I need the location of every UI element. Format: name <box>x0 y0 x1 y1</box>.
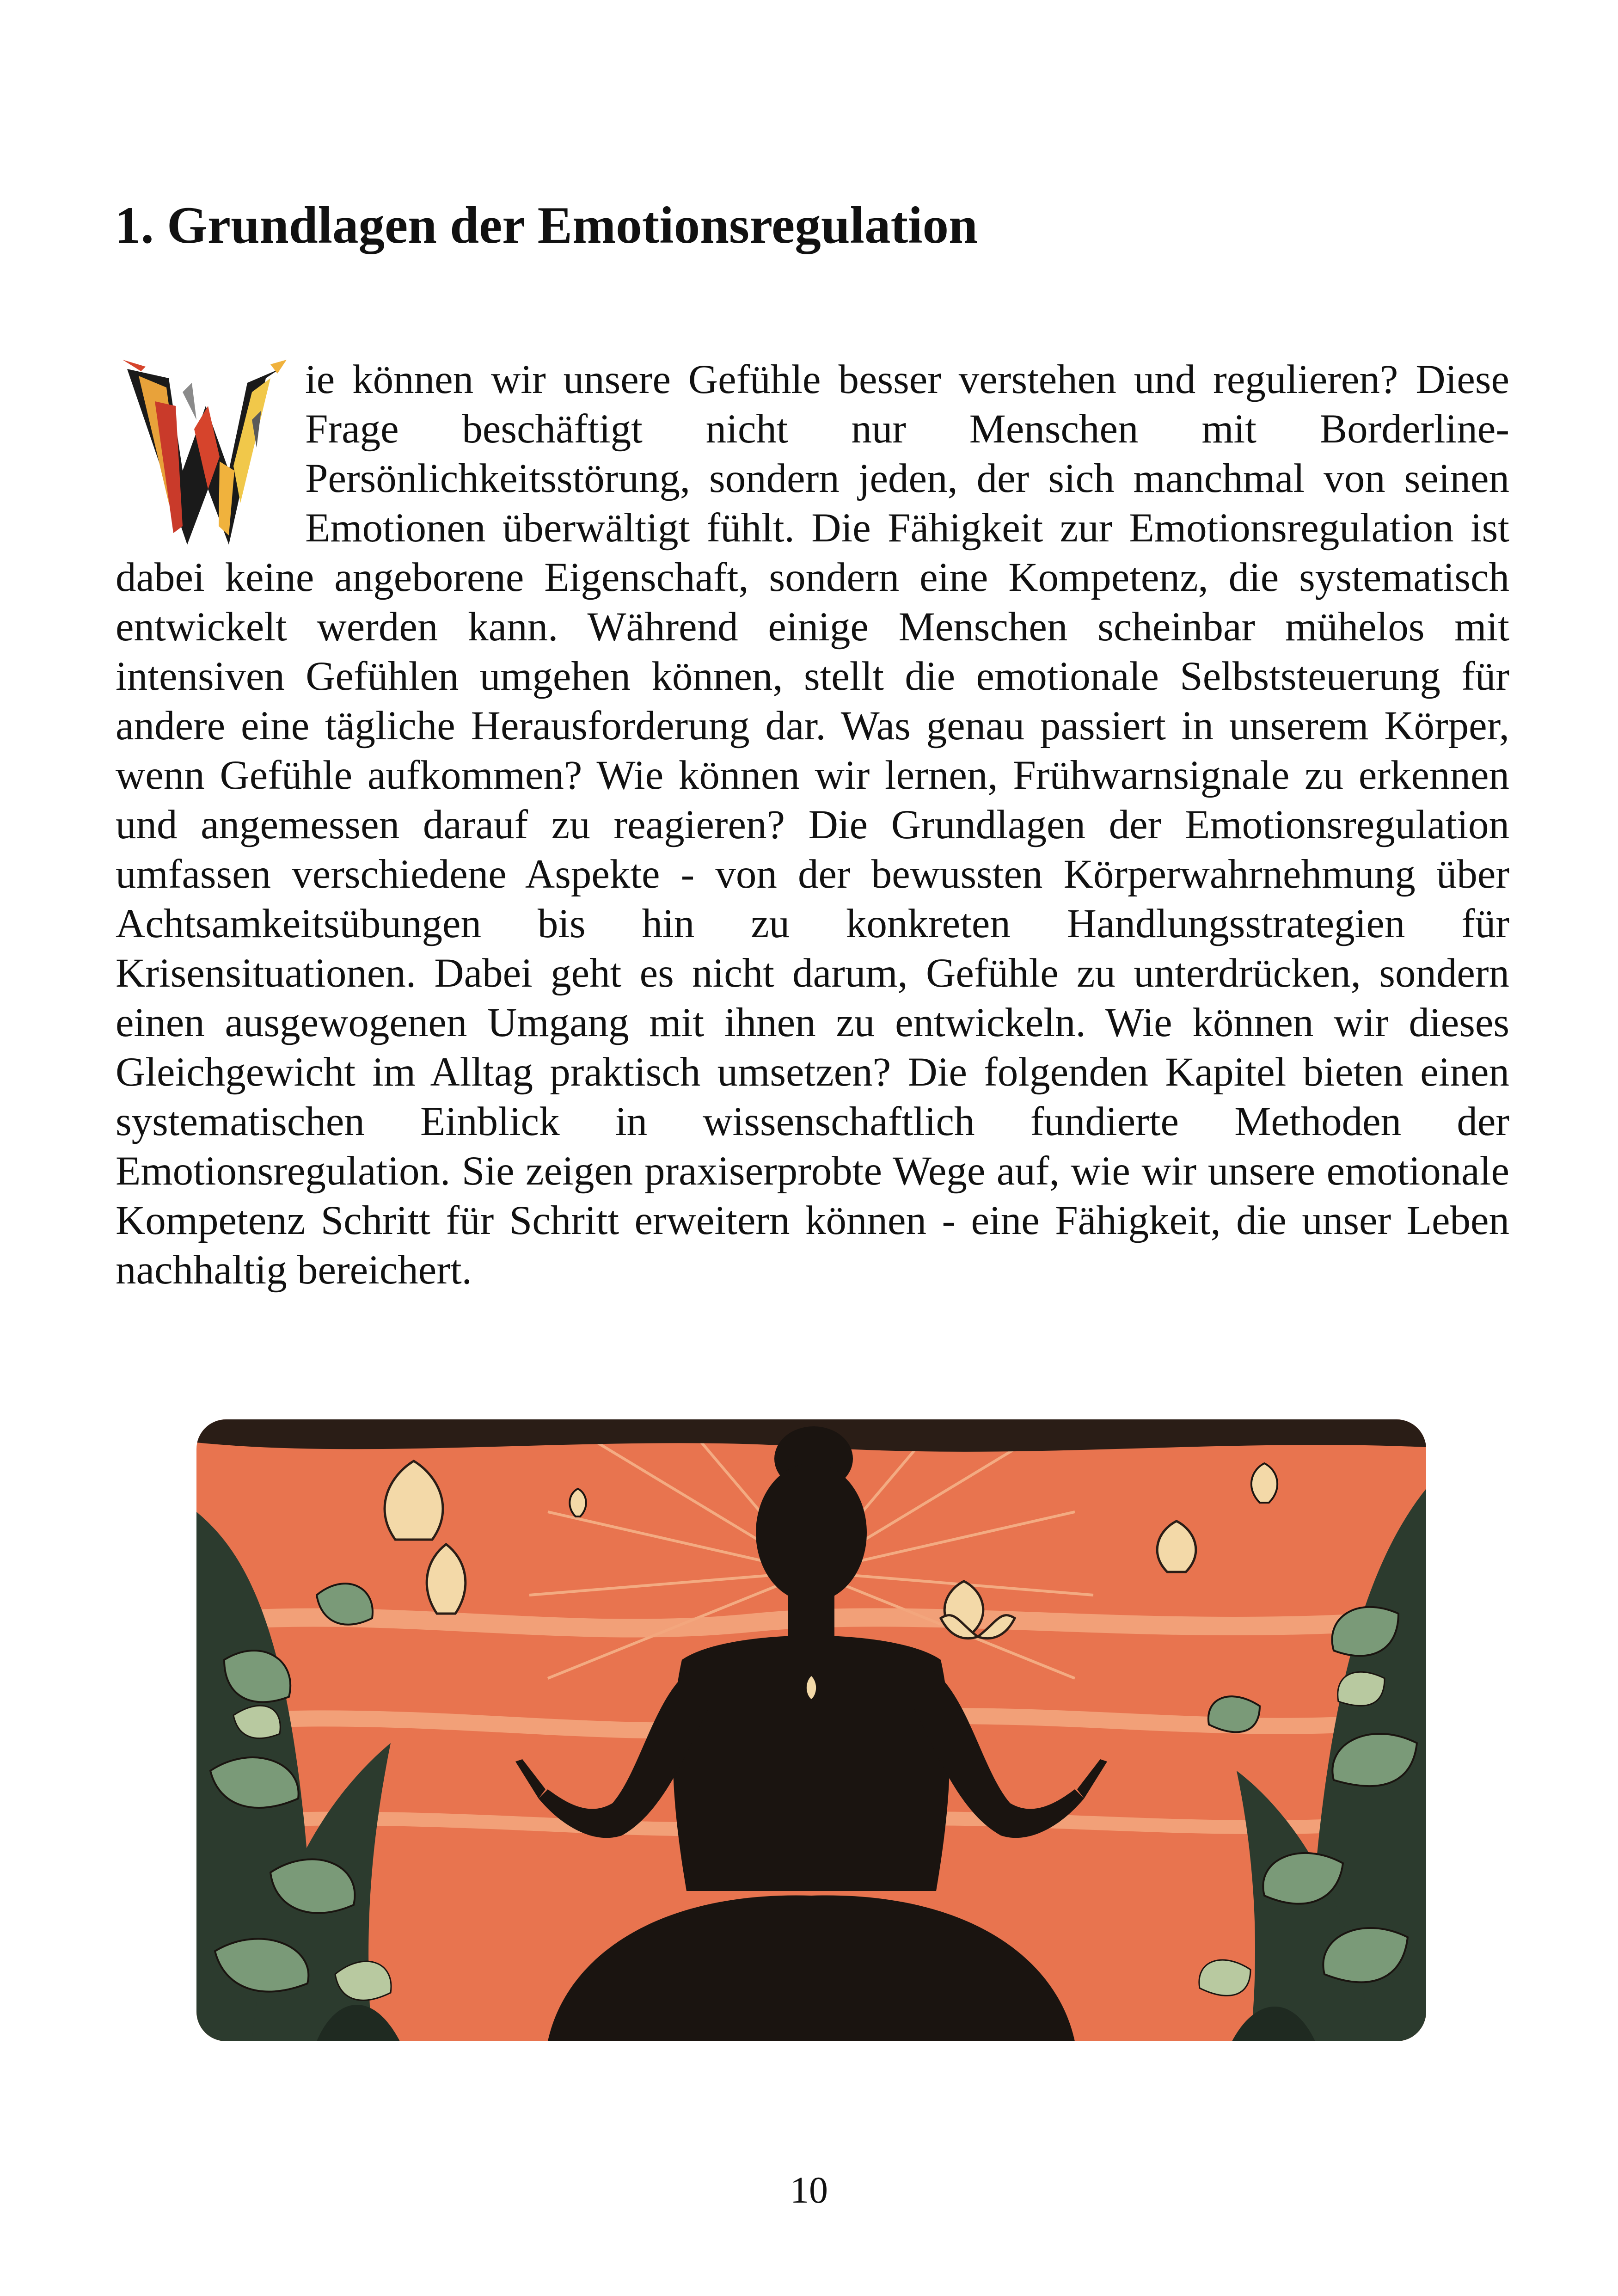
chapter-title: 1. Grundlagen der Emotionsregulation <box>115 196 978 254</box>
drop-cap-spacer <box>116 355 305 545</box>
body-paragraph-text: ie können wir unsere Gefühle besser verstehen und regulieren? Diese Frage beschäftigt nicht nur Menschen mit Borderline-Persönlichkeitsstörung, sondern jeden, der sich manchmal von seinen Emotionen überwältigt fühlt. Die Fähigkeit zur Emotionsregulation ist dabei keine angeborene Eigenschaft, sondern eine Kompetenz, die systematisch entwickelt werden kann. Während einige Menschen scheinbar mühelos mit intensiven Gefühlen umgehen können, stellt die emotionale Selbststeuerung für andere eine tägliche Herausforderung dar. Was genau passiert in unserem Körper, wenn Gefühle aufkommen? Wie können wir lernen, Frühwarnsignale zu erkennen und angemessen darauf zu reagieren? Die Grundlagen der Emotionsregulation umfassen verschiedene Aspekte - von der bewussten Körperwahrnehmung über Achtsamkeitsübungen bis hin zu konkreten Handlungsstrategien für Krisensituationen. Dabei geht es nicht darum, Gefühle zu unterdrücken, sondern einen ausgewogenen Umgang mit ihnen zu entwickeln. Wie können wir dieses Gleichgewicht im Alltag praktisch umsetzen? Die folgenden Kapitel bieten einen systematischen Einblick in wissenschaftlich fundierte Methoden der Emotionsregulation. Sie zeigen praxiserprobte Wege auf, wie wir unsere emotionale Kompetenz Schritt für Schritt erweitern können - eine Fähigkeit, die unser Leben nachhaltig bereichert. <box>116 357 1509 1293</box>
page-number: 10 <box>790 2169 828 2211</box>
meditation-illustration <box>196 1419 1426 2041</box>
body-paragraph <box>116 355 1509 1295</box>
